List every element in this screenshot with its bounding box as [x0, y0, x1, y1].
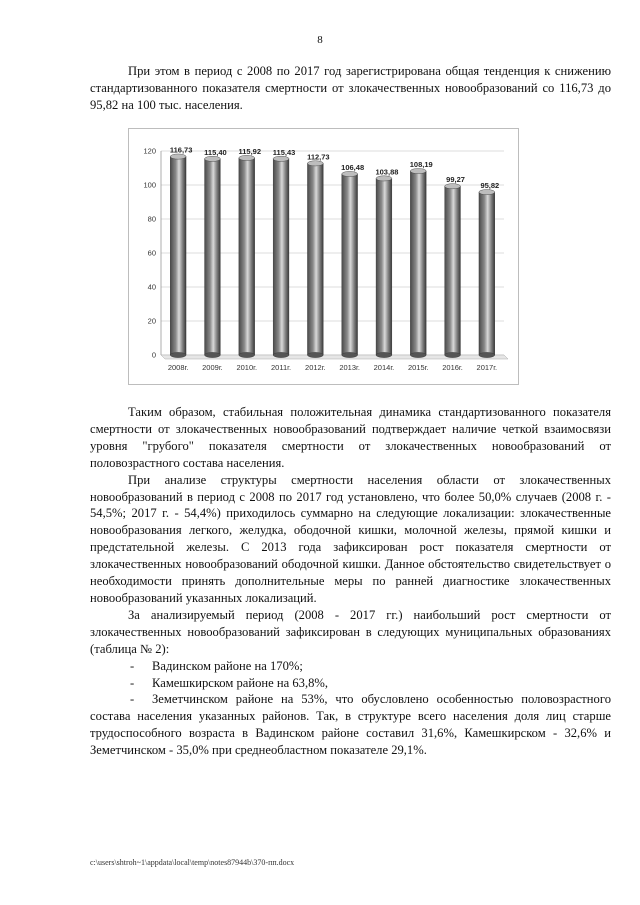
data-label: 103,88	[375, 167, 399, 177]
data-label: 115,40	[204, 147, 227, 157]
file-path-footer: c:\users\shtroh~1\appdata\local\temp\notes87944b\370-пп.docx	[90, 858, 295, 867]
bar-base	[410, 352, 426, 357]
bar-top	[307, 161, 323, 166]
y-tick-label: 0	[151, 350, 156, 360]
y-tick-label: 60	[147, 248, 156, 258]
bar-base	[342, 352, 358, 357]
chart-canvas	[129, 129, 518, 384]
list-item	[90, 658, 611, 675]
bar-top	[445, 184, 461, 189]
data-label: 112,73	[307, 152, 330, 162]
paragraph-growth-regions: За анализируемый период (2008 - 2017 гг.) наибольший рост смертности от злокачественных новообразований зафиксирован в следующих муниципальных образованиях (таблица № 2):	[90, 607, 611, 656]
y-tick-label: 40	[147, 282, 156, 292]
bar-base	[205, 352, 221, 357]
bar-base	[445, 352, 461, 357]
data-label: 115,92	[238, 146, 262, 156]
list-item-text: Камешкирском районе на 63,8%,	[152, 675, 329, 690]
x-tick-label: 2011г.	[271, 363, 292, 372]
x-tick-label: 2008г.	[167, 363, 189, 372]
bar-base	[273, 352, 289, 357]
y-tick-label: 120	[143, 146, 156, 156]
x-tick-label: 2015г.	[407, 363, 429, 372]
bar-base	[376, 352, 392, 357]
y-tick-label: 80	[147, 214, 156, 224]
x-tick-label: 2013г.	[339, 363, 360, 372]
list-item-text: Земетчинском районе на 53%, что обусловлено особенностью половозрастного состава населения указанных районов. Так, в структуре всего населения доля лиц старше трудоспособного возраста в Вадинском районе составил 31,6%, Камешкирском - 32,6% и Земетчинском - 35,0% при среднеобластном показателе 29,1%.	[90, 692, 611, 758]
x-tick-label: 2012г.	[305, 363, 326, 372]
intro-paragraph: При этом в период с 2008 по 2017 год зарегистрирована общая тенденция к снижению стандартизованного показателя смертности от злокачественных новообразований со 116,73 до 95,82 на 100 тыс. населения.	[90, 64, 611, 112]
bar	[273, 159, 289, 355]
data-label: 108,19	[409, 160, 433, 170]
bar	[376, 178, 392, 355]
bar	[307, 163, 323, 355]
regions-list	[90, 658, 611, 759]
intro-text-block	[90, 63, 611, 114]
bar	[479, 192, 495, 355]
bar	[205, 159, 221, 355]
bar	[170, 157, 186, 355]
bar-top	[170, 154, 186, 159]
list-item-text: Вадинском районе на 170%;	[152, 658, 303, 673]
data-label: 116,73	[169, 145, 193, 155]
bar-top	[273, 156, 289, 161]
bar-top	[376, 176, 392, 181]
x-tick-label: 2010г.	[236, 363, 258, 372]
bar-top	[239, 155, 255, 160]
y-tick-label: 20	[147, 316, 156, 326]
x-tick-label: 2014г.	[373, 363, 395, 372]
y-tick-label: 100	[143, 180, 156, 190]
data-label: 106,48	[341, 162, 365, 172]
x-tick-label: 2016г.	[442, 363, 463, 372]
list-dash: -	[130, 675, 135, 690]
data-label: 99,27	[446, 175, 465, 185]
paragraph-conclusion: Таким образом, стабильная положительная динамика стандартизованного показателя смертности от злокачественных новообразований подтверждает наличие четкой взаимосвязи уровня "грубого" показателя смертности от злокачественных новообразований от половозрастного состава населения.	[90, 405, 611, 470]
data-label: 115,43	[272, 147, 296, 157]
bar-base	[307, 352, 323, 357]
bar	[445, 186, 461, 355]
bar-base	[479, 352, 495, 357]
bar-top	[205, 156, 221, 161]
bar-top	[479, 190, 495, 195]
list-dash: -	[130, 658, 135, 673]
page-number: 8	[317, 34, 323, 46]
mortality-bar-chart	[128, 128, 519, 385]
body-text-block	[90, 404, 611, 759]
list-item	[90, 691, 611, 759]
x-tick-label: 2017г.	[476, 363, 498, 372]
bar	[342, 174, 358, 355]
bar-base	[239, 352, 255, 357]
x-tick-label: 2009г.	[202, 363, 223, 372]
paragraph-structure-analysis: При анализе структуры смертности населения области от злокачественных новообразований в период с 2008 по 2017 год установлено, что более 50,0% случаев (2008 г. - 54,5%; 2017 г. - 54,4%) приходилось суммарно на следующие локализации: злокачественные новообразования легкого, желудка, ободочной кишки, молочной железы, прямой кишки и предстательной железы. С 2013 года зафиксирован рост показателя смертности от злокачественных новообразований ободочной кишки. Данное обстоятельство свидетельствует о необходимости принять дополнительные меры по ранней диагностике злокачественных новообразований указанных локализаций.	[90, 472, 611, 605]
bar	[410, 171, 426, 355]
bar-base	[170, 352, 186, 357]
list-dash: -	[130, 692, 135, 707]
bar-top	[342, 171, 358, 176]
data-label: 95,82	[480, 181, 500, 191]
bar	[239, 158, 255, 355]
list-item	[90, 675, 611, 692]
bar-top	[410, 168, 426, 173]
